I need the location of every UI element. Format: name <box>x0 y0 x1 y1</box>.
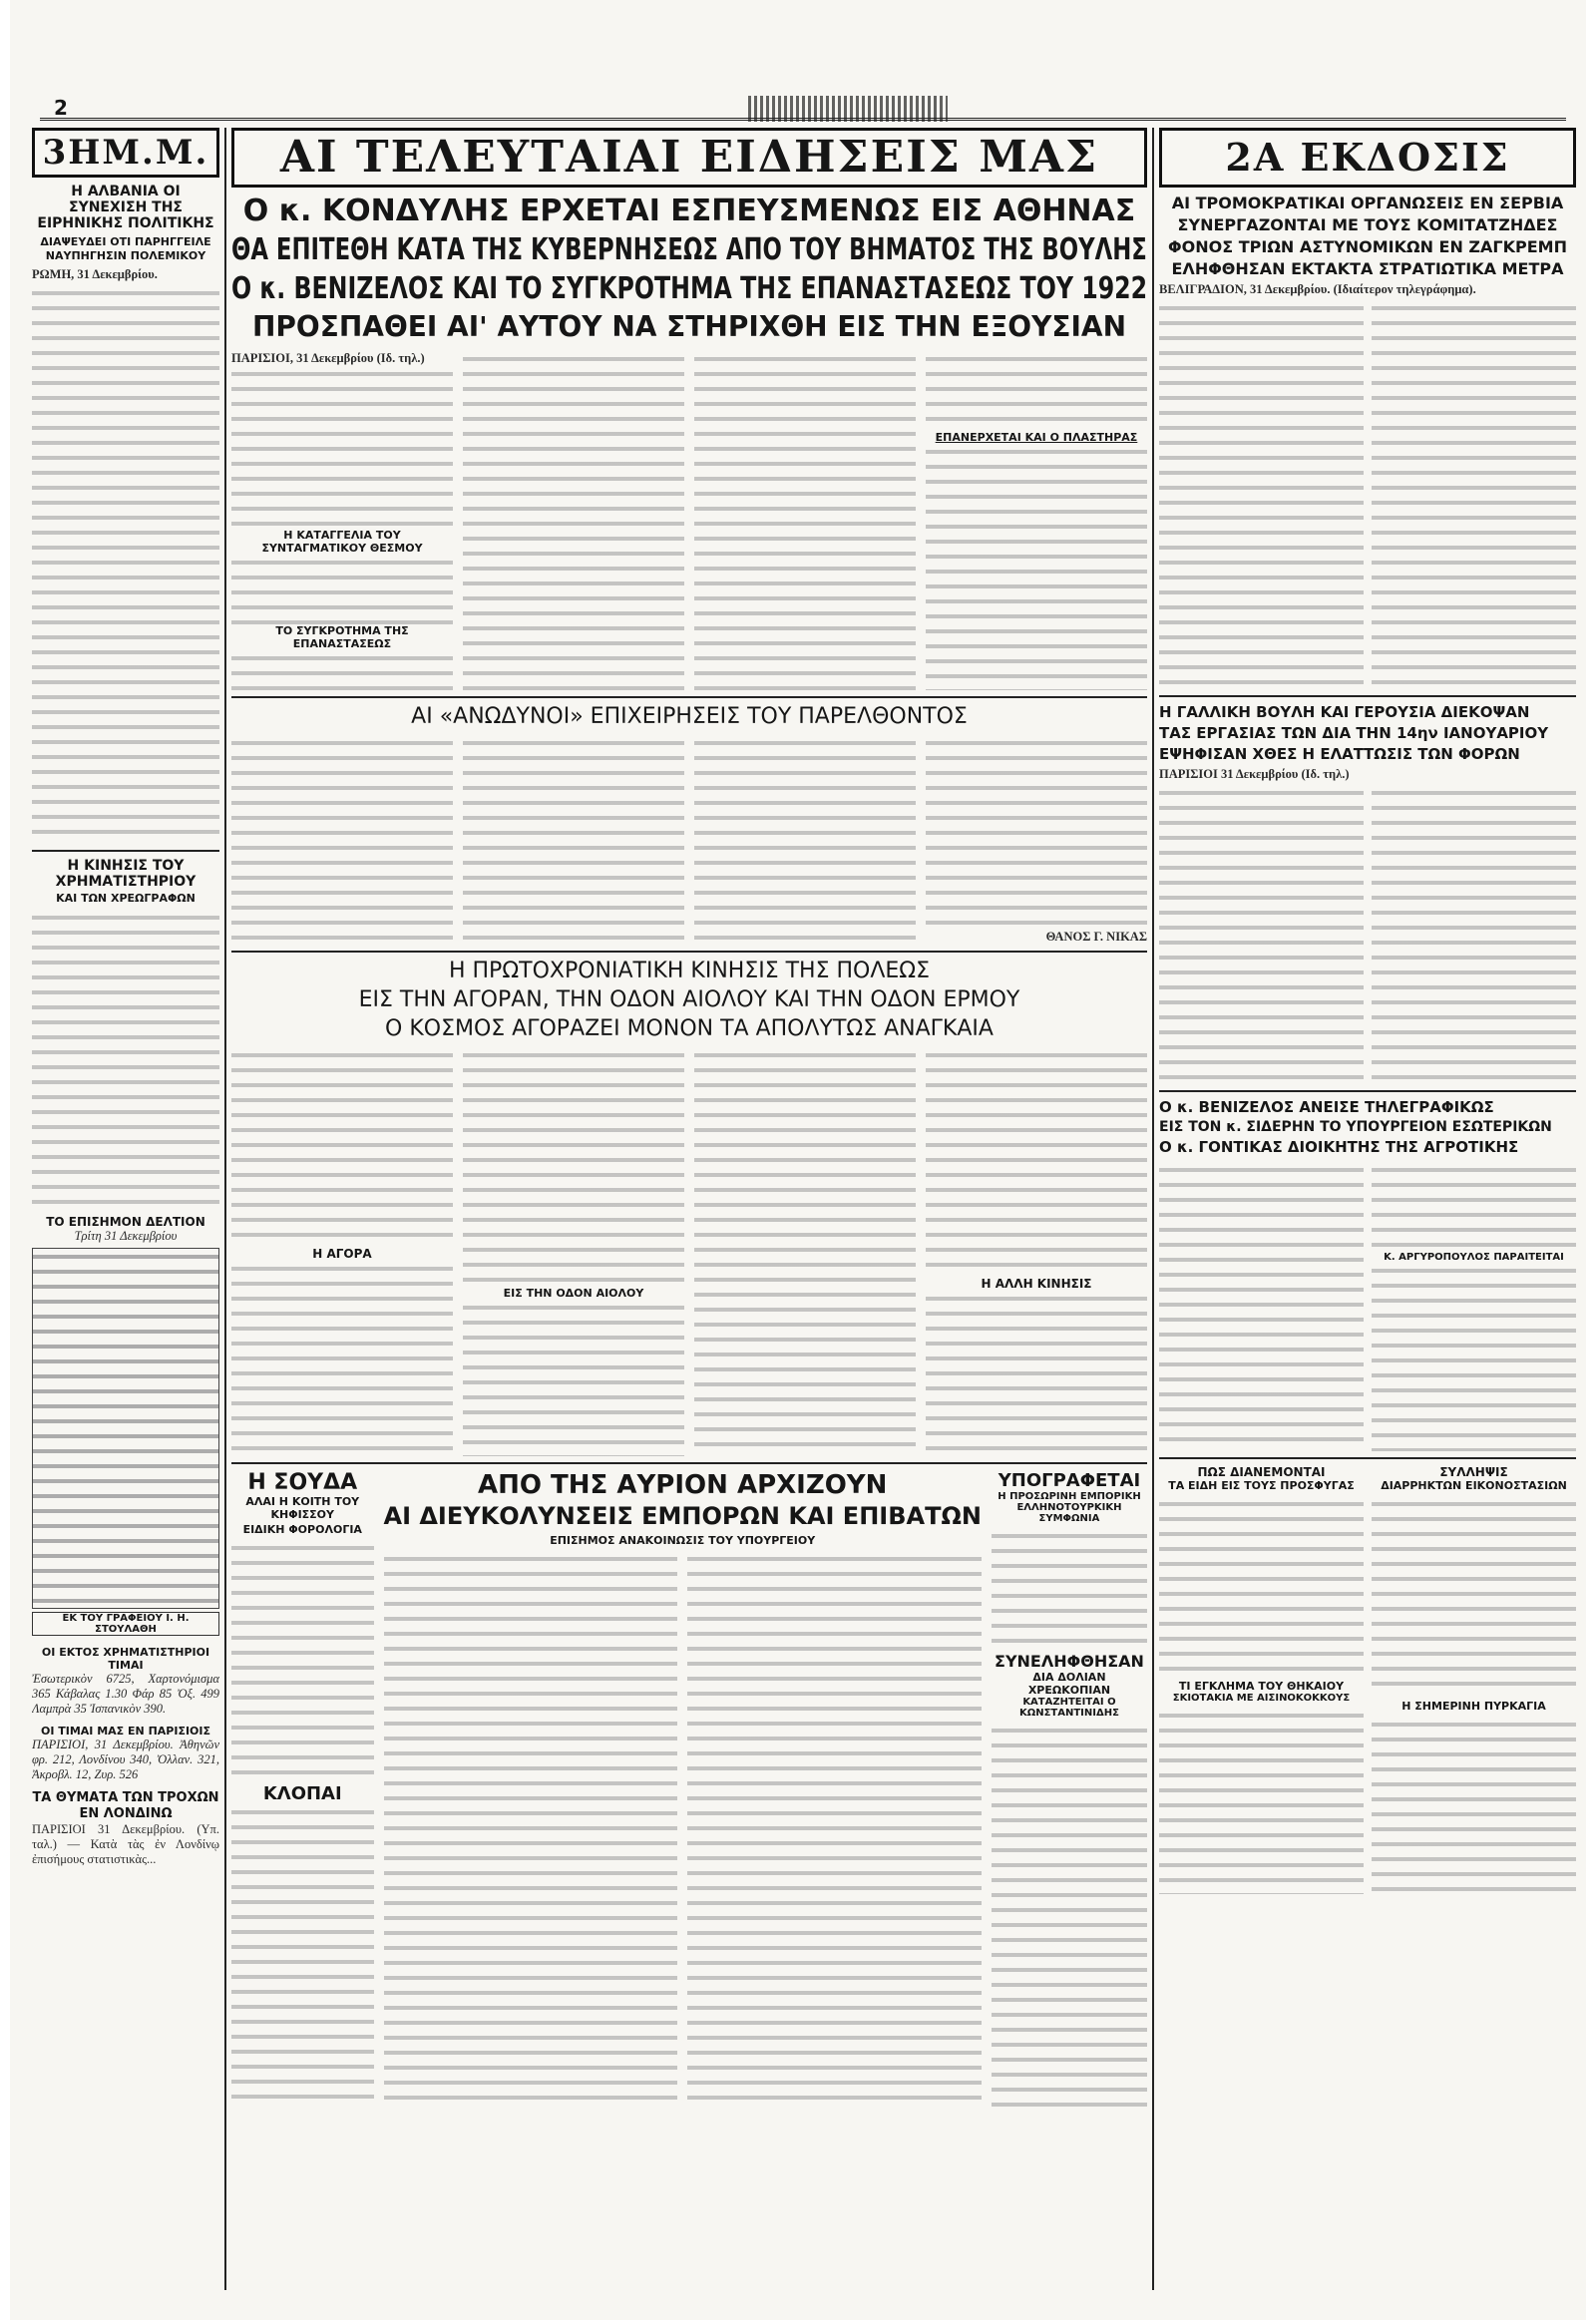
headline: ΑΙ ΤΡΟΜΟΚΡΑΤΙΚΑΙ ΟΡΓΑΝΩΣΕΙΣ ΕΝ ΣΕΡΒΙΑ <box>1171 193 1564 212</box>
headline: ΕΨΗΦΙΣΑΝ ΧΘΕΣ Η ΕΛΑΤΤΩΣΙΣ ΤΩΝ ΦΟΡΩΝ <box>1159 745 1520 763</box>
headline: ΠΩΣ ΔΙΑΝΕΜΟΝΤΑΙ <box>1197 1465 1326 1479</box>
story-dateline: ΠΑΡΙΣΙΟΙ, 31 Δεκεμβρίου (Ιδ. τηλ.) <box>231 351 425 365</box>
headline: ΤΑΣ ΕΡΓΑΣΙΑΣ ΤΩΝ ΔΙΑ ΤΗΝ 14ην ΙΑΝΟΥΑΡΙΟΥ <box>1159 724 1549 742</box>
story-columns <box>1159 1162 1576 1451</box>
headline: ΣΥΛΛΗΨΙΣ <box>1439 1465 1508 1479</box>
center-column <box>231 128 1147 2300</box>
story-body: ΠΑΡΙΣΙΟΙ 31 Δεκεμβρίου. (Υπ. ταλ.) — Κατὰ τὰς ἐν Λονδίνῳ ἐπισήμους στατιστικὰς... <box>32 1822 219 1866</box>
story-subtitle: ΔΙΑΡΡΗΚΤΩΝ ΕΙΚΟΝΟΣΤΑΣΙΩΝ <box>1381 1479 1567 1492</box>
story-subtitle: ΕΠΙΣΗΜΟΣ ΑΝΑΚΟΙΝΩΣΙΣ ΤΟΥ ΥΠΟΥΡΓΕΙΟΥ <box>550 1534 816 1547</box>
top-rule <box>40 118 1566 121</box>
story-dateline: ΒΕΛΙΓΡΑΔΙΟΝ, 31 Δεκεμβρίου. (Ιδιαίτερον τηλεγράφημα). <box>1159 282 1476 296</box>
crosshead: Η ΑΛΛΗ ΚΙΝΗΣΙΣ <box>981 1277 1092 1291</box>
story-subtitle: ΔΙΑΨΕΥΔΕΙ ΟΤΙ ΠΑΡΗΓΓΕΙΛΕ ΝΑΥΠΗΓΗΣΙΝ ΠΟΛΕΜΙΚΟΥ <box>40 235 211 262</box>
story-subtitle: ΔΙΑ ΔΟΛΙΑΝ ΧΡΕΩΚΟΠΙΑΝ <box>1027 1671 1111 1697</box>
story-columns <box>1159 785 1576 1084</box>
crosshead: Η ΑΓΟΡΑ <box>312 1247 372 1261</box>
headline: Η ΣΗΜΕΡΙΝΗ ΠΥΡΚΑΓΙΑ <box>1401 1700 1546 1713</box>
page-number: 2 <box>54 96 68 120</box>
right-column <box>1159 128 1576 2300</box>
crosshead: Η ΚΑΤΑΓΓΕΛΙΑ ΤΟΥ ΣΥΝΤΑΓΜΑΤΙΚΟΥ ΘΕΣΜΟΥ <box>261 529 423 555</box>
headline: Ο κ. ΚΟΝΔΥΛΗΣ ΕΡΧΕΤΑΙ ΕΣΠΕΥΣΜΕΝΩΣ ΕΙΣ ΑΘΗΝΑΣ <box>242 193 1136 228</box>
story-subtitle: ΤΑ ΕΙΔΗ ΕΙΣ ΤΟΥΣ ΠΡΟΣΦΥΓΑΣ <box>1168 1479 1355 1492</box>
bulletin-title: ΤΟ ΕΠΙΣΗΜΟΝ ΔΕΛΤΙΟΝ <box>46 1215 205 1229</box>
headline: Ο κ. ΒΕΝΙΖΕΛΟΣ ΑΝΕΙΣΕ ΤΗΛΕΓΡΑΦΙΚΩΣ <box>1159 1098 1494 1116</box>
headline: ΦΟΝΟΣ ΤΡΙΩΝ ΑΣΤΥΝΟΜΙΚΩΝ ΕΝ ΖΑΓΚΡΕΜΠ <box>1168 237 1567 256</box>
headline: ΕΙΣ ΤΟΝ κ. ΣΙΔΕΡΗΝ ΤΟ ΥΠΟΥΡΓΕΙΟΝ ΕΣΩΤΕΡΙΚΩΝ <box>1159 1119 1552 1135</box>
headline: Η ΠΡΩΤΟΧΡΟΝΙΑΤΙΚΗ ΚΙΝΗΣΙΣ ΤΗΣ ΠΟΛΕΩΣ <box>448 959 931 983</box>
story-body <box>32 910 219 1209</box>
stock-table <box>32 1248 219 1609</box>
headline: ΠΡΟΣΠΑΘΕΙ ΑΙ' ΑΥΤΟΥ ΝΑ ΣΤΗΡΙΧΘΗ ΕΙΣ ΤΗΝ ΕΞΟΥΣΙΑΝ <box>251 310 1127 343</box>
story-columns <box>231 735 1147 945</box>
story-body: ΠΑΡΙΣΙΟΙ, 31 Δεκεμβρίου. Ἀθηνῶν φρ. 212, Λονδίνου 340, Ὀλλαν. 321, Ἀκροβλ. 12, Ζυρ. 526 <box>32 1738 219 1781</box>
story-title: ΟΙ ΤΙΜΑΙ ΜΑΣ ΕΝ ΠΑΡΙΣΙΟΙΣ <box>40 1725 211 1738</box>
headline: ΘΑ ΕΠΙΤΕΘΗ ΚΑΤΑ ΤΗΣ ΚΥΒΕΡΝΗΣΕΩΣ ΑΠΟ ΤΟΥ ΒΗΜΑΤΟΣ ΤΗΣ ΒΟΥΛΗΣ <box>231 232 1147 267</box>
story-dateline: ΡΩΜΗ, 31 Δεκεμβρίου. <box>32 267 158 281</box>
story-columns <box>1159 300 1576 689</box>
left-header: 3ΗΜ.Μ. <box>32 128 219 178</box>
headline: Ο κ. ΒΕΝΙΖΕΛΟΣ ΚΑΙ ΤΟ ΣΥΓΚΡΟΤΗΜΑ ΤΗΣ ΕΠΑΝΑΣΤΑΣΕΩΣ ΤΟΥ 1922 <box>231 271 1147 306</box>
story-title: ΤΑ ΘΥΜΑΤΑ ΤΩΝ ΤΡΟΧΩΝ ΕΝ ΛΟΝΔΙΝΩ <box>32 1790 219 1821</box>
newspaper-page <box>10 0 1586 2320</box>
crosshead: Κ. ΑΡΓΥΡΟΠΟΥΛΟΣ ΠΑΡΑΙΤΕΙΤΑΙ <box>1384 1252 1564 1263</box>
headline: Ο ΚΟΣΜΟΣ ΑΓΟΡΑΖΕΙ ΜΟΝΟΝ ΤΑ ΑΠΟΛΥΤΩΣ ΑΝΑΓΚΑΙΑ <box>385 1016 994 1041</box>
headline: ΤΙ ΕΓΚΛΗΜΑ ΤΟΥ ΘΗΚΑΙΟΥ <box>1178 1680 1345 1693</box>
column-rule <box>224 128 226 2290</box>
story-title: ΟΙ ΕΚΤΟΣ ΧΡΗΜΑΤΙΣΤΗΡΙΟΙ ΤΙΜΑΙ <box>41 1646 210 1672</box>
headline: ΣΥΝΕΛΗΦΘΗΣΑΝ <box>995 1652 1144 1671</box>
headline: ΚΛΟΠΑΙ <box>262 1783 342 1804</box>
headline: Ο κ. ΓΟΝΤΙΚΑΣ ΔΙΟΙΚΗΤΗΣ ΤΗΣ ΑΓΡΟΤΙΚΗΣ <box>1159 1138 1519 1156</box>
crosshead: ΕΠΑΝΕΡΧΕΤΑΙ ΚΑΙ Ο ΠΛΑΣΤΗΡΑΣ <box>935 431 1138 444</box>
headline: ΑΙ ΔΙΕΥΚΟΛΥΝΣΕΙΣ ΕΜΠΟΡΩΝ ΚΑΙ ΕΠΙΒΑΤΩΝ <box>383 1502 982 1530</box>
right-banner: 2Α ΕΚΔΟΣΙΣ <box>1159 128 1576 188</box>
story-subtitle: ΑΛΑΙ Η ΚΟΙΤΗ ΤΟΥ ΚΗΦΙΣΣΟΥ <box>245 1495 360 1521</box>
lead-story-columns <box>231 351 1147 690</box>
headline: ΕΛΗΦΘΗΣΑΝ ΕΚΤΑΚΤΑ ΣΤΡΑΤΙΩΤΙΚΑ ΜΕΤΡΑ <box>1171 259 1564 278</box>
bulletin-date: Τρίτη 31 Δεκεμβρίου <box>74 1229 178 1243</box>
crosshead: ΤΟ ΣΥΓΚΡΟΤΗΜΑ ΤΗΣ ΕΠΑΝΑΣΤΑΣΕΩΣ <box>275 624 409 650</box>
story-subtitle: ΚΑΙ ΤΩΝ ΧΡΕΩΓΡΑΦΩΝ <box>56 892 196 905</box>
signature: ΘΑΝΟΣ Γ. ΝΙΚΑΣ <box>1045 930 1147 944</box>
headline: Η ΣΟΥΔΑ <box>247 1470 358 1495</box>
headline: ΑΠΟ ΤΗΣ ΑΥΡΙΟΝ ΑΡΧΙΖΟΥΝ <box>478 1470 888 1500</box>
story-columns <box>231 1047 1147 1456</box>
bulletin-footer: ΕΚ ΤΟΥ ΓΡΑΦΕΙΟΥ Ι. Η. ΣΤΟΥΛΑΘΗ <box>32 1612 219 1636</box>
headline: ΣΥΝΕΡΓΑΖΟΝΤΑΙ ΜΕ ΤΟΥΣ ΚΟΜΙΤΑΤΖΗΔΕΣ <box>1177 215 1558 234</box>
story-body: Ἐσωτερικὸν 6725, Χαρτονόμισμα 365 Κάβαλας 1.30 Φάρ 85 Ὀξ. 499 Λαμπρὰ 35 Ἰσπανικὸν 390. <box>32 1672 219 1716</box>
headline: Η ΓΑΛΛΙΚΗ ΒΟΥΛΗ ΚΑΙ ΓΕΡΟΥΣΙΑ ΔΙΕΚΟΨΑΝ <box>1159 703 1530 721</box>
story-subtitle: ΕΙΔΙΚΗ ΦΟΡΟΛΟΓΙΑ <box>242 1523 362 1536</box>
story-subtitle: ΣΚΙΟΤΑΚΙΑ ΜΕ ΑΙΣΙΝΟΚΟΚΚΟΥΣ <box>1172 1693 1351 1704</box>
bottom-stories <box>231 1470 1147 2109</box>
headline: ΑΙ «ΑΝΩΔΥΝΟΙ» ΕΠΙΧΕΙΡΗΣΕΙΣ ΤΟΥ ΠΑΡΕΛΘΟΝΤΟΣ <box>411 704 968 729</box>
headline: ΕΙΣ ΤΗΝ ΑΓΟΡΑΝ, ΤΗΝ ΟΔΟΝ ΑΙΟΛΟΥ ΚΑΙ ΤΗΝ ΟΔΟΝ ΕΡΜΟΥ <box>358 987 1020 1012</box>
headline: ΥΠΟΓΡΑΦΕΤΑΙ <box>998 1470 1141 1491</box>
column-rule <box>1152 128 1154 2290</box>
story-subtitle: Η ΠΡΟΣΩΡΙΝΗ ΕΜΠΟΡΙΚΗ ΕΛΛΗΝΟΤΟΥΡΚΙΚΗ ΣΥΜΦΩΝΙΑ <box>998 1491 1141 1524</box>
center-banner: ΑΙ ΤΕΛΕΥΤΑΙΑΙ ΕΙΔΗΣΕΙΣ ΜΑΣ <box>231 128 1147 188</box>
crosshead: ΕΙΣ ΤΗΝ ΟΔΟΝ ΑΙΟΛΟΥ <box>503 1287 644 1300</box>
story-dateline: ΠΑΡΙΣΙΟΙ 31 Δεκεμβρίου (Ιδ. τηλ.) <box>1159 767 1350 781</box>
bottom-stories <box>1159 1465 1576 1894</box>
story-body <box>32 285 219 844</box>
story-title: Η ΚΙΝΗΣΙΣ ΤΟΥ ΧΡΗΜΑΤΙΣΤΗΡΙΟΥ <box>55 858 197 890</box>
story-title: Η ΑΛΒΑΝΙΑ ΟΙ ΣΥΝΕΧΙΣΗ ΤΗΣ ΕΙΡΗΝΙΚΗΣ ΠΟΛΙΤΙΚΗΣ <box>37 184 214 231</box>
left-column <box>32 128 219 2300</box>
story-subtitle: ΚΑΤΑΖΗΤΕΙΤΑΙ Ο ΚΩΝΣΤΑΝΤΙΝΙΔΗΣ <box>1018 1697 1119 1719</box>
